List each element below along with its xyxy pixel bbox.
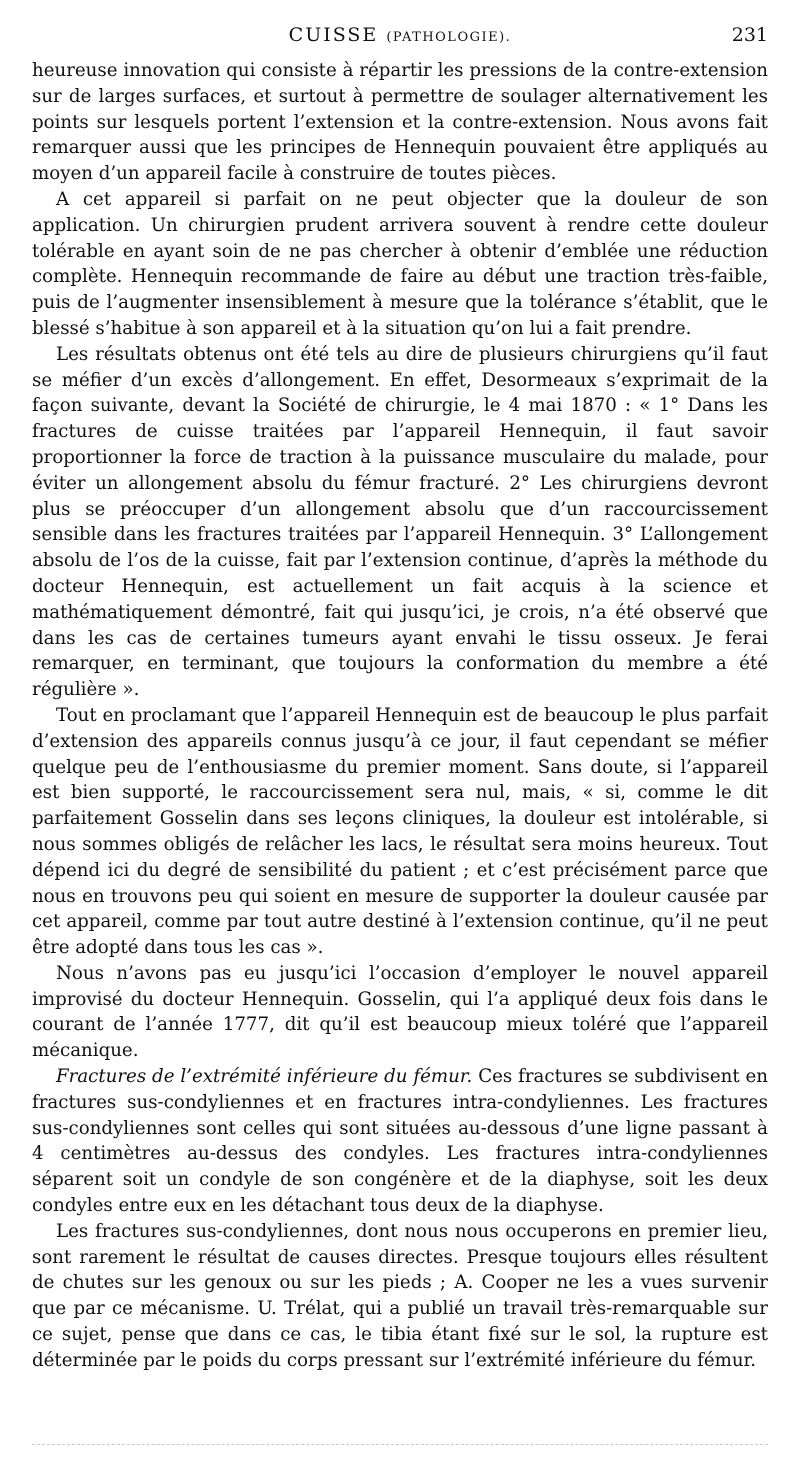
paragraph-2: A cet appareil si parfait on ne peut objecter que la douleur de son application. Un chirurgien prudent arrivera souvent à rendre cette douleur tolérable en ayant soin de ne pas chercher à obtenir d’emblée une réduction complète. Hennequin recommande de faire au début une traction très-faible, puis de l’augmenter insensiblement à mesure que la tolérance s’établit, que le blessé s’habitue à son appareil et à la situation qu’on lui a fait prendre.: [32, 188, 768, 339]
running-title: [32, 24, 768, 46]
page-number: 231: [731, 24, 768, 46]
paragraph-4: Tout en proclamant que l’appareil Hennequin est de beaucoup le plus parfait d’extension des appareils connus jusqu’à ce jour, il faut cependant se méfier quelque peu de l’enthousiasme du premier moment. Sans doute, si l’appareil est bien supporté, le raccourcissement sera nul, mais, « si, comme le dit parfaitement Gosselin dans ses leçons cliniques, la douleur est intolérable, si nous sommes obligés de relâcher les lacs, le résultat sera moins heureux. Tout dépend ici du degré de sensibilité du patient ; et c’est précisément parce que nous en trouvons peu qui soient en mesure de supporter la douleur causée par cet appareil, comme par tout autre destiné à l’extension continue, qu’il ne peut être adopté dans tous les cas ».: [32, 704, 768, 959]
footer-rule: [32, 1444, 768, 1445]
section-heading-italic: Fractures de l’extrémité inférieure du fémur.: [56, 1066, 473, 1088]
book-page: [32, 14, 768, 1374]
paragraph-1: heureuse innovation qui consiste à répartir les pressions de la contre-extension sur de larges surfaces, et surtout à permettre de soulager alternativement les points sur lesquels portent l’extension et la contre-extension. Nous avons fait remarquer aussi que les principes de Hennequin pouvaient être appliqués au moyen d’un appareil facile à construire de toutes pièces.: [32, 60, 768, 185]
page-body: [32, 58, 768, 1374]
paragraph-5: Nous n’avons pas eu jusqu’ici l’occasion d’employer le nouvel appareil improvisé du docteur Hennequin. Gosselin, qui l’a appliqué deux fois dans le courant de l’année 1777, dit qu’il est beaucoup mieux toléré que l’appareil mécanique.: [32, 962, 768, 1062]
running-title-section: (PATHOLOGIE).: [386, 30, 512, 45]
running-title-text: CUISSE: [288, 24, 379, 46]
paragraph-3: Les résultats obtenus ont été tels au dire de plusieurs chirurgiens qu’il faut se méfier d’un excès d’allongement. En effet, Desormeaux s’exprimait de la façon suivante, devant la Société de chirurgie, le 4 mai 1870 : « 1° Dans les fractures de cuisse traitées par l’appareil Hennequin, il faut savoir proportionner la force de traction à la puissance musculaire du malade, pour éviter un allongement absolu du fémur fracturé. 2° Les chirurgiens devront plus se préoccuper d’un allongement absolu que d’un raccourcissement sensible dans les fractures traitées par l’appareil Hennequin. 3° L’allongement absolu de l’os de la cuisse, fait par l’extension continue, d’après la méthode du docteur Hennequin, est actuellement un fait acquis à la science et mathématiquement démontré, fait qui jusqu’ici, je crois, n’a été observé que dans les cas de certaines tumeurs ayant envahi le tissu osseux. Je ferai remarquer, en terminant, que toujours la conformation du membre a été régulière ».: [32, 343, 768, 701]
paragraph-7: Les fractures sus-condyliennes, dont nous nous occuperons en premier lieu, sont rarement le résultat de causes directes. Presque toujours elles résultent de chutes sur les genoux ou sur les pieds ; A. Cooper ne les a vues survenir que par ce mécanisme. U. Trélat, qui a publié un travail très-remarquable sur ce sujet, pense que dans ce cas, le tibia étant fixé sur le sol, la rupture est déterminée par le poids du corps pressant sur l’extrémité inférieure du fémur.: [32, 1220, 768, 1371]
paragraph-6: [32, 1064, 768, 1219]
paragraph-6-text: Ces fractures se subdivisent en fractures sus-condyliennes et en fractures intra-condyliennes. Les fractures sus-condyliennes sont celles qui sont situées au-dessous d’une ligne passant à 4 centimètres au-dessus des condyles. Les fractures intra-condyliennes séparent soit un condyle de son congénère et de la diaphyse, soit les deux condyles entre eux en les détachant tous deux de la diaphyse.: [32, 1066, 768, 1217]
running-header: [32, 14, 768, 58]
